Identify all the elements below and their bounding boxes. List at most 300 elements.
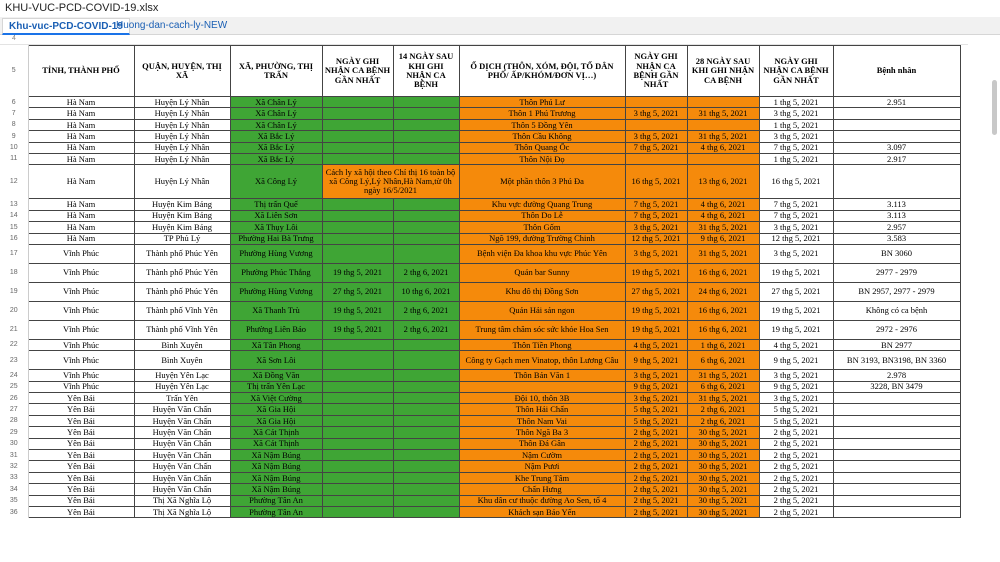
cell-tinh[interactable]: Vĩnh Phúc — [28, 351, 134, 370]
cell-14-ngay[interactable]: 10 thg 6, 2021 — [393, 282, 459, 301]
cell-o-dich[interactable]: Thôn 5 Đồng Yên — [459, 119, 625, 130]
cell-ngay-ghi-nhan-3[interactable]: 3 thg 5, 2021 — [759, 244, 833, 263]
cell-quan[interactable]: Huyện Yên Lạc — [134, 381, 230, 392]
cell-14-ngay[interactable] — [393, 427, 459, 438]
cell-ngay-ghi-nhan[interactable] — [322, 404, 393, 415]
cell-14-ngay[interactable] — [393, 97, 459, 108]
cell-ngay-ghi-nhan[interactable] — [322, 131, 393, 142]
cell-ngay-ghi-nhan-2[interactable]: 2 thg 5, 2021 — [625, 427, 687, 438]
header-28-ngay[interactable]: 28 NGÀY SAU KHI GHI NHẬN CA BỆNH — [687, 46, 759, 97]
cell-14-ngay[interactable] — [393, 199, 459, 210]
cell-quan[interactable]: Huyện Kim Bảng — [134, 222, 230, 233]
cell-ngay-ghi-nhan-2[interactable]: 2 thg 5, 2021 — [625, 438, 687, 449]
cell-xa[interactable]: Phường Phúc Thắng — [230, 263, 322, 282]
cell-ngay-ghi-nhan-3[interactable]: 1 thg 5, 2021 — [759, 97, 833, 108]
cell-benh-nhan[interactable]: BN 2957, 2977 - 2979 — [833, 282, 960, 301]
cell-28-ngay[interactable]: 30 thg 5, 2021 — [687, 450, 759, 461]
cell-o-dich[interactable]: Bệnh viện Đa khoa khu vực Phúc Yên — [459, 244, 625, 263]
cell-ngay-ghi-nhan-3[interactable]: 2 thg 5, 2021 — [759, 495, 833, 506]
cell-ngay-ghi-nhan-3[interactable]: 7 thg 5, 2021 — [759, 199, 833, 210]
cell-note[interactable]: Cách ly xã hội theo Chỉ thị 16 toàn bộ xã Công Lý,Lý Nhân,Hà Nam,từ 0h ngày 16/5/2021 — [322, 165, 459, 199]
cell-ngay-ghi-nhan-2[interactable]: 3 thg 5, 2021 — [625, 370, 687, 381]
header-14-ngay[interactable]: 14 NGÀY SAU KHI GHI NHẬN CA BỆNH — [393, 46, 459, 97]
cell-tinh[interactable]: Hà Nam — [28, 97, 134, 108]
cell-tinh[interactable]: Hà Nam — [28, 233, 134, 244]
cell-ngay-ghi-nhan-3[interactable]: 9 thg 5, 2021 — [759, 381, 833, 392]
cell-tinh[interactable]: Vĩnh Phúc — [28, 263, 134, 282]
cell-benh-nhan[interactable]: 2.957 — [833, 222, 960, 233]
cell-tinh[interactable]: Hà Nam — [28, 210, 134, 221]
cell-ngay-ghi-nhan-3[interactable]: 4 thg 5, 2021 — [759, 339, 833, 350]
cell-tinh[interactable]: Vĩnh Phúc — [28, 320, 134, 339]
cell-benh-nhan[interactable] — [833, 393, 960, 404]
cell-xa[interactable]: Xã Bắc Lý — [230, 153, 322, 164]
cell-ngay-ghi-nhan[interactable] — [322, 427, 393, 438]
cell-xa[interactable]: Phường Hai Bà Trưng — [230, 233, 322, 244]
cell-ngay-ghi-nhan-2[interactable]: 5 thg 5, 2021 — [625, 415, 687, 426]
cell-quan[interactable]: Thị Xã Nghĩa Lộ — [134, 495, 230, 506]
cell-quan[interactable]: Huyện Văn Chấn — [134, 461, 230, 472]
cell-ngay-ghi-nhan[interactable] — [322, 153, 393, 164]
cell-xa[interactable]: Thị trấn Quế — [230, 199, 322, 210]
cell-xa[interactable]: Xã Cát Thịnh — [230, 438, 322, 449]
cell-xa[interactable]: Thị trấn Yên Lạc — [230, 381, 322, 392]
cell-quan[interactable]: Thành phố Phúc Yên — [134, 244, 230, 263]
cell-ngay-ghi-nhan-3[interactable]: 16 thg 5, 2021 — [759, 165, 833, 199]
cell-o-dich[interactable]: Thôn Nội Đọ — [459, 153, 625, 164]
cell-14-ngay[interactable] — [393, 472, 459, 483]
header-benh-nhan[interactable]: Bệnh nhân — [833, 46, 960, 97]
cell-quan[interactable]: Huyện Yên Lạc — [134, 370, 230, 381]
cell-tinh[interactable]: Yên Bái — [28, 438, 134, 449]
cell-benh-nhan[interactable]: 3.113 — [833, 199, 960, 210]
cell-xa[interactable]: Xã Đồng Văn — [230, 370, 322, 381]
cell-14-ngay[interactable] — [393, 119, 459, 130]
header-tinh[interactable]: TỈNH, THÀNH PHỐ — [28, 46, 134, 97]
cell-benh-nhan[interactable]: 3228, BN 3479 — [833, 381, 960, 392]
cell-14-ngay[interactable] — [393, 495, 459, 506]
cell-ngay-ghi-nhan-2[interactable]: 12 thg 5, 2021 — [625, 233, 687, 244]
cell-benh-nhan[interactable]: 3.113 — [833, 210, 960, 221]
tab-huong-dan-cach-ly[interactable]: Huong-dan-cach-ly-NEW — [116, 20, 228, 31]
cell-ngay-ghi-nhan-3[interactable]: 19 thg 5, 2021 — [759, 301, 833, 320]
cell-quan[interactable]: Bình Xuyên — [134, 351, 230, 370]
cell-28-ngay[interactable] — [687, 97, 759, 108]
cell-o-dich[interactable]: Chấn Hưng — [459, 484, 625, 495]
cell-ngay-ghi-nhan-3[interactable]: 9 thg 5, 2021 — [759, 351, 833, 370]
cell-benh-nhan[interactable] — [833, 450, 960, 461]
cell-o-dich[interactable]: Thôn Phú Lư — [459, 97, 625, 108]
cell-tinh[interactable]: Hà Nam — [28, 131, 134, 142]
cell-ngay-ghi-nhan-2[interactable] — [625, 153, 687, 164]
cell-xa[interactable]: Xã Tân Phong — [230, 339, 322, 350]
cell-ngay-ghi-nhan-2[interactable]: 2 thg 5, 2021 — [625, 450, 687, 461]
cell-benh-nhan[interactable] — [833, 404, 960, 415]
cell-tinh[interactable]: Yên Bái — [28, 495, 134, 506]
cell-ngay-ghi-nhan-3[interactable]: 2 thg 5, 2021 — [759, 438, 833, 449]
cell-benh-nhan[interactable] — [833, 472, 960, 483]
cell-ngay-ghi-nhan-3[interactable]: 2 thg 5, 2021 — [759, 472, 833, 483]
cell-28-ngay[interactable]: 4 thg 6, 2021 — [687, 142, 759, 153]
cell-xa[interactable]: Xã Chân Lý — [230, 108, 322, 119]
cell-tinh[interactable]: Yên Bái — [28, 415, 134, 426]
cell-ngay-ghi-nhan-3[interactable]: 7 thg 5, 2021 — [759, 210, 833, 221]
cell-xa[interactable]: Xã Thanh Trù — [230, 301, 322, 320]
vertical-scrollbar[interactable] — [992, 80, 997, 135]
cell-o-dich[interactable]: Quán Hải sản ngon — [459, 301, 625, 320]
cell-14-ngay[interactable] — [393, 461, 459, 472]
cell-ngay-ghi-nhan[interactable] — [322, 199, 393, 210]
cell-o-dich[interactable]: Quán bar Sunny — [459, 263, 625, 282]
cell-benh-nhan[interactable] — [833, 495, 960, 506]
cell-28-ngay[interactable] — [687, 153, 759, 164]
cell-xa[interactable]: Xã Nậm Búng — [230, 450, 322, 461]
cell-benh-nhan[interactable] — [833, 427, 960, 438]
cell-14-ngay[interactable] — [393, 351, 459, 370]
cell-ngay-ghi-nhan-3[interactable]: 3 thg 5, 2021 — [759, 393, 833, 404]
cell-quan[interactable]: Huyện Kim Bảng — [134, 199, 230, 210]
cell-tinh[interactable]: Vĩnh Phúc — [28, 339, 134, 350]
cell-quan[interactable]: Huyện Văn Chấn — [134, 472, 230, 483]
cell-14-ngay[interactable] — [393, 244, 459, 263]
cell-xa[interactable]: Xã Bắc Lý — [230, 131, 322, 142]
cell-xa[interactable]: Xã Sơn Lôi — [230, 351, 322, 370]
cell-benh-nhan[interactable]: 2.951 — [833, 97, 960, 108]
cell-xa[interactable]: Xã Nậm Búng — [230, 461, 322, 472]
cell-tinh[interactable]: Yên Bái — [28, 427, 134, 438]
cell-14-ngay[interactable]: 2 thg 6, 2021 — [393, 263, 459, 282]
cell-o-dich[interactable]: Thôn Gốm — [459, 222, 625, 233]
cell-ngay-ghi-nhan-3[interactable]: 5 thg 5, 2021 — [759, 415, 833, 426]
cell-ngay-ghi-nhan-2[interactable] — [625, 119, 687, 130]
cell-tinh[interactable]: Hà Nam — [28, 222, 134, 233]
cell-tinh[interactable]: Hà Nam — [28, 108, 134, 119]
cell-benh-nhan[interactable]: Không có ca bệnh — [833, 301, 960, 320]
cell-28-ngay[interactable]: 4 thg 6, 2021 — [687, 210, 759, 221]
cell-14-ngay[interactable] — [393, 438, 459, 449]
cell-ngay-ghi-nhan-2[interactable]: 7 thg 5, 2021 — [625, 199, 687, 210]
cell-quan[interactable]: Thành phố Vĩnh Yên — [134, 320, 230, 339]
cell-28-ngay[interactable]: 30 thg 5, 2021 — [687, 438, 759, 449]
cell-quan[interactable]: Huyện Lý Nhân — [134, 108, 230, 119]
cell-benh-nhan[interactable]: 2972 - 2976 — [833, 320, 960, 339]
cell-benh-nhan[interactable] — [833, 108, 960, 119]
cell-28-ngay[interactable]: 31 thg 5, 2021 — [687, 370, 759, 381]
cell-tinh[interactable]: Yên Bái — [28, 472, 134, 483]
cell-28-ngay[interactable]: 31 thg 5, 2021 — [687, 222, 759, 233]
cell-xa[interactable]: Xã Việt Cường — [230, 393, 322, 404]
cell-28-ngay[interactable]: 24 thg 6, 2021 — [687, 282, 759, 301]
cell-28-ngay[interactable] — [687, 119, 759, 130]
cell-tinh[interactable]: Hà Nam — [28, 153, 134, 164]
cell-quan[interactable]: Thành phố Phúc Yên — [134, 263, 230, 282]
cell-ngay-ghi-nhan-3[interactable]: 7 thg 5, 2021 — [759, 142, 833, 153]
cell-ngay-ghi-nhan[interactable]: 27 thg 5, 2021 — [322, 282, 393, 301]
cell-quan[interactable]: Huyện Văn Chấn — [134, 415, 230, 426]
cell-o-dich[interactable]: Khu dân cư thuộc đường Ao Sen, tổ 4 — [459, 495, 625, 506]
cell-o-dich[interactable]: Khách sạn Bảo Yến — [459, 506, 625, 517]
cell-ngay-ghi-nhan-2[interactable]: 3 thg 5, 2021 — [625, 222, 687, 233]
cell-ngay-ghi-nhan-3[interactable]: 2 thg 5, 2021 — [759, 484, 833, 495]
cell-14-ngay[interactable] — [393, 108, 459, 119]
cell-ngay-ghi-nhan[interactable] — [322, 97, 393, 108]
cell-o-dich[interactable]: Thôn Ngã Ba 3 — [459, 427, 625, 438]
cell-14-ngay[interactable] — [393, 393, 459, 404]
cell-ngay-ghi-nhan-2[interactable]: 19 thg 5, 2021 — [625, 263, 687, 282]
cell-o-dich[interactable]: Trung tâm chăm sóc sức khỏe Hoa Sen — [459, 320, 625, 339]
cell-tinh[interactable]: Yên Bái — [28, 506, 134, 517]
cell-quan[interactable]: Huyện Văn Chấn — [134, 404, 230, 415]
cell-ngay-ghi-nhan-2[interactable]: 3 thg 5, 2021 — [625, 131, 687, 142]
cell-ngay-ghi-nhan-3[interactable]: 19 thg 5, 2021 — [759, 320, 833, 339]
cell-14-ngay[interactable]: 2 thg 6, 2021 — [393, 320, 459, 339]
cell-benh-nhan[interactable]: BN 2977 — [833, 339, 960, 350]
cell-quan[interactable]: Huyện Lý Nhân — [134, 97, 230, 108]
cell-ngay-ghi-nhan-2[interactable]: 19 thg 5, 2021 — [625, 320, 687, 339]
cell-ngay-ghi-nhan-2[interactable]: 9 thg 5, 2021 — [625, 351, 687, 370]
cell-benh-nhan[interactable] — [833, 484, 960, 495]
cell-ngay-ghi-nhan-2[interactable]: 5 thg 5, 2021 — [625, 404, 687, 415]
cell-14-ngay[interactable] — [393, 450, 459, 461]
cell-benh-nhan[interactable] — [833, 415, 960, 426]
cell-ngay-ghi-nhan[interactable] — [322, 472, 393, 483]
cell-o-dich[interactable]: Ngõ 199, đường Trường Chinh — [459, 233, 625, 244]
cell-ngay-ghi-nhan-2[interactable]: 19 thg 5, 2021 — [625, 301, 687, 320]
cell-28-ngay[interactable]: 31 thg 5, 2021 — [687, 108, 759, 119]
cell-28-ngay[interactable]: 9 thg 6, 2021 — [687, 233, 759, 244]
cell-xa[interactable]: Xã Công Lý — [230, 165, 322, 199]
cell-quan[interactable]: Huyện Văn Chấn — [134, 438, 230, 449]
cell-benh-nhan[interactable] — [833, 119, 960, 130]
cell-ngay-ghi-nhan[interactable] — [322, 244, 393, 263]
header-quan[interactable]: QUẬN, HUYỆN, THỊ XÃ — [134, 46, 230, 97]
cell-28-ngay[interactable]: 30 thg 5, 2021 — [687, 495, 759, 506]
cell-ngay-ghi-nhan[interactable] — [322, 142, 393, 153]
header-ngay-ghi-nhan-3[interactable]: NGÀY GHI NHẬN CA BỆNH GẦN NHẤT — [759, 46, 833, 97]
cell-ngay-ghi-nhan[interactable] — [322, 370, 393, 381]
cell-ngay-ghi-nhan[interactable]: 19 thg 5, 2021 — [322, 320, 393, 339]
cell-benh-nhan[interactable]: 2.917 — [833, 153, 960, 164]
cell-28-ngay[interactable]: 30 thg 5, 2021 — [687, 472, 759, 483]
cell-28-ngay[interactable]: 2 thg 6, 2021 — [687, 415, 759, 426]
cell-benh-nhan[interactable]: BN 3060 — [833, 244, 960, 263]
cell-ngay-ghi-nhan[interactable] — [322, 339, 393, 350]
cell-o-dich[interactable]: Thôn Hải Chấn — [459, 404, 625, 415]
cell-14-ngay[interactable] — [393, 484, 459, 495]
cell-o-dich[interactable]: Khe Trung Tâm — [459, 472, 625, 483]
cell-xa[interactable]: Xã Gia Hội — [230, 415, 322, 426]
cell-ngay-ghi-nhan[interactable] — [322, 222, 393, 233]
cell-28-ngay[interactable]: 31 thg 5, 2021 — [687, 131, 759, 142]
cell-quan[interactable]: Huyện Văn Chấn — [134, 450, 230, 461]
spreadsheet-view[interactable] — [0, 35, 1000, 562]
cell-28-ngay[interactable]: 6 thg 6, 2021 — [687, 351, 759, 370]
cell-benh-nhan[interactable] — [833, 165, 960, 199]
cell-ngay-ghi-nhan[interactable] — [322, 415, 393, 426]
cell-ngay-ghi-nhan-3[interactable]: 5 thg 5, 2021 — [759, 404, 833, 415]
cell-o-dich[interactable]: Nậm Pươi — [459, 461, 625, 472]
cell-quan[interactable]: Huyện Lý Nhân — [134, 119, 230, 130]
cell-ngay-ghi-nhan[interactable] — [322, 450, 393, 461]
cell-quan[interactable]: TP Phủ Lý — [134, 233, 230, 244]
cell-ngay-ghi-nhan-2[interactable]: 27 thg 5, 2021 — [625, 282, 687, 301]
cell-tinh[interactable]: Yên Bái — [28, 450, 134, 461]
cell-ngay-ghi-nhan[interactable] — [322, 233, 393, 244]
cell-xa[interactable]: Xã Gia Hội — [230, 404, 322, 415]
cell-tinh[interactable]: Vĩnh Phúc — [28, 244, 134, 263]
cell-ngay-ghi-nhan-2[interactable] — [625, 97, 687, 108]
cell-ngay-ghi-nhan-3[interactable]: 27 thg 5, 2021 — [759, 282, 833, 301]
cell-benh-nhan[interactable]: BN 3193, BN3198, BN 3360 — [833, 351, 960, 370]
cell-xa[interactable]: Xã Chân Lý — [230, 119, 322, 130]
cell-14-ngay[interactable] — [393, 222, 459, 233]
cell-o-dich[interactable]: Một phần thôn 3 Phú Đa — [459, 165, 625, 199]
cell-ngay-ghi-nhan[interactable] — [322, 461, 393, 472]
cell-ngay-ghi-nhan-3[interactable]: 2 thg 5, 2021 — [759, 506, 833, 517]
cell-quan[interactable]: Thành phố Phúc Yên — [134, 282, 230, 301]
header-xa[interactable]: XÃ, PHƯỜNG, THỊ TRẤN — [230, 46, 322, 97]
cell-ngay-ghi-nhan-2[interactable]: 2 thg 5, 2021 — [625, 472, 687, 483]
cell-benh-nhan[interactable] — [833, 506, 960, 517]
cell-14-ngay[interactable] — [393, 415, 459, 426]
cell-ngay-ghi-nhan[interactable] — [322, 210, 393, 221]
cell-14-ngay[interactable] — [393, 131, 459, 142]
cell-28-ngay[interactable]: 30 thg 5, 2021 — [687, 484, 759, 495]
cell-14-ngay[interactable] — [393, 233, 459, 244]
cell-benh-nhan[interactable]: 2977 - 2979 — [833, 263, 960, 282]
cell-ngay-ghi-nhan-2[interactable]: 2 thg 5, 2021 — [625, 495, 687, 506]
cell-ngay-ghi-nhan[interactable] — [322, 351, 393, 370]
cell-quan[interactable]: Huyện Lý Nhân — [134, 131, 230, 142]
cell-xa[interactable]: Xã Thụy Lôi — [230, 222, 322, 233]
cell-quan[interactable]: Thị Xã Nghĩa Lộ — [134, 506, 230, 517]
cell-o-dich[interactable]: Thôn Cầu Không — [459, 131, 625, 142]
cell-quan[interactable]: Huyện Kim Bảng — [134, 210, 230, 221]
cell-ngay-ghi-nhan[interactable] — [322, 108, 393, 119]
cell-28-ngay[interactable]: 30 thg 5, 2021 — [687, 461, 759, 472]
cell-quan[interactable]: Huyện Lý Nhân — [134, 142, 230, 153]
cell-14-ngay[interactable] — [393, 339, 459, 350]
cell-quan[interactable]: Thành phố Vĩnh Yên — [134, 301, 230, 320]
header-o-dich[interactable]: Ổ DỊCH (THÔN, XÓM, ĐỘI, TỔ DÂN PHỐ/ ẤP/KHÓM/ĐƠN VỊ…) — [459, 46, 625, 97]
cell-o-dich[interactable]: Đội 10, thôn 3B — [459, 393, 625, 404]
cell-ngay-ghi-nhan[interactable] — [322, 495, 393, 506]
cell-o-dich[interactable]: Thôn Tiền Phong — [459, 339, 625, 350]
cell-14-ngay[interactable] — [393, 142, 459, 153]
cell-14-ngay[interactable] — [393, 370, 459, 381]
cell-o-dich[interactable]: Nậm Cườm — [459, 450, 625, 461]
cell-xa[interactable]: Xã Chân Lý — [230, 97, 322, 108]
cell-xa[interactable]: Xã Liên Sơn — [230, 210, 322, 221]
cell-ngay-ghi-nhan-3[interactable]: 3 thg 5, 2021 — [759, 370, 833, 381]
cell-o-dich[interactable]: Thôn Quang Ốc — [459, 142, 625, 153]
cell-benh-nhan[interactable] — [833, 438, 960, 449]
cell-ngay-ghi-nhan[interactable] — [322, 438, 393, 449]
cell-14-ngay[interactable] — [393, 381, 459, 392]
cell-tinh[interactable]: Vĩnh Phúc — [28, 301, 134, 320]
cell-ngay-ghi-nhan-2[interactable]: 3 thg 5, 2021 — [625, 244, 687, 263]
cell-benh-nhan[interactable]: 2.978 — [833, 370, 960, 381]
cell-o-dich[interactable]: Thôn 1 Phú Trương — [459, 108, 625, 119]
cell-o-dich[interactable] — [459, 381, 625, 392]
cell-ngay-ghi-nhan-2[interactable]: 2 thg 5, 2021 — [625, 484, 687, 495]
cell-ngay-ghi-nhan-3[interactable]: 3 thg 5, 2021 — [759, 108, 833, 119]
tab-khu-vuc-pcd-covid-19[interactable]: Khu-vuc-PCD-COVID-19 — [2, 18, 130, 35]
cell-28-ngay[interactable]: 31 thg 5, 2021 — [687, 244, 759, 263]
cell-tinh[interactable]: Yên Bái — [28, 484, 134, 495]
cell-ngay-ghi-nhan-2[interactable]: 9 thg 5, 2021 — [625, 381, 687, 392]
cell-xa[interactable]: Phường Tân An — [230, 495, 322, 506]
cell-tinh[interactable]: Yên Bái — [28, 461, 134, 472]
cell-ngay-ghi-nhan-2[interactable]: 3 thg 5, 2021 — [625, 108, 687, 119]
cell-ngay-ghi-nhan-2[interactable]: 2 thg 5, 2021 — [625, 461, 687, 472]
cell-28-ngay[interactable]: 4 thg 6, 2021 — [687, 199, 759, 210]
cell-quan[interactable]: Huyện Văn Chấn — [134, 484, 230, 495]
cell-tinh[interactable]: Yên Bái — [28, 393, 134, 404]
cell-tinh[interactable]: Hà Nam — [28, 119, 134, 130]
cell-ngay-ghi-nhan-3[interactable]: 2 thg 5, 2021 — [759, 450, 833, 461]
cell-quan[interactable]: Huyện Văn Chấn — [134, 427, 230, 438]
cell-o-dich[interactable]: Khu vực đường Quang Trung — [459, 199, 625, 210]
cell-ngay-ghi-nhan-2[interactable]: 7 thg 5, 2021 — [625, 210, 687, 221]
cell-tinh[interactable]: Vĩnh Phúc — [28, 282, 134, 301]
cell-14-ngay[interactable] — [393, 506, 459, 517]
cell-14-ngay[interactable] — [393, 210, 459, 221]
cell-28-ngay[interactable]: 30 thg 5, 2021 — [687, 427, 759, 438]
cell-xa[interactable]: Xã Nậm Búng — [230, 472, 322, 483]
cell-ngay-ghi-nhan-2[interactable]: 3 thg 5, 2021 — [625, 393, 687, 404]
cell-xa[interactable]: Xã Cát Thịnh — [230, 427, 322, 438]
cell-benh-nhan[interactable]: 3.583 — [833, 233, 960, 244]
cell-tinh[interactable]: Yên Bái — [28, 404, 134, 415]
cell-tinh[interactable]: Hà Nam — [28, 199, 134, 210]
cell-xa[interactable]: Phường Liên Bảo — [230, 320, 322, 339]
cell-28-ngay[interactable]: 16 thg 6, 2021 — [687, 263, 759, 282]
cell-benh-nhan[interactable] — [833, 461, 960, 472]
cell-xa[interactable]: Phường Hùng Vương — [230, 244, 322, 263]
cell-ngay-ghi-nhan[interactable] — [322, 484, 393, 495]
cell-ngay-ghi-nhan[interactable]: 19 thg 5, 2021 — [322, 301, 393, 320]
cell-ngay-ghi-nhan-2[interactable]: 16 thg 5, 2021 — [625, 165, 687, 199]
cell-tinh[interactable]: Hà Nam — [28, 142, 134, 153]
cell-ngay-ghi-nhan[interactable] — [322, 381, 393, 392]
cell-14-ngay[interactable] — [393, 404, 459, 415]
cell-ngay-ghi-nhan[interactable] — [322, 119, 393, 130]
cell-o-dich[interactable]: Thôn Nam Vai — [459, 415, 625, 426]
cell-28-ngay[interactable]: 1 thg 6, 2021 — [687, 339, 759, 350]
cell-quan[interactable]: Trấn Yên — [134, 393, 230, 404]
cell-ngay-ghi-nhan[interactable]: 19 thg 5, 2021 — [322, 263, 393, 282]
cell-xa[interactable]: Xã Nậm Búng — [230, 484, 322, 495]
cell-ngay-ghi-nhan-3[interactable]: 1 thg 5, 2021 — [759, 119, 833, 130]
cell-o-dich[interactable]: Công ty Gạch men Vinatop, thôn Lương Câu — [459, 351, 625, 370]
cell-tinh[interactable]: Vĩnh Phúc — [28, 370, 134, 381]
cell-quan[interactable]: Bình Xuyên — [134, 339, 230, 350]
cell-xa[interactable]: Phường Hùng Vương — [230, 282, 322, 301]
cell-o-dich[interactable]: Khu đô thị Đồng Sơn — [459, 282, 625, 301]
cell-quan[interactable]: Huyện Lý Nhân — [134, 153, 230, 164]
cell-ngay-ghi-nhan-3[interactable]: 2 thg 5, 2021 — [759, 427, 833, 438]
cell-28-ngay[interactable]: 31 thg 5, 2021 — [687, 393, 759, 404]
cell-o-dich[interactable]: Thôn Bản Văn 1 — [459, 370, 625, 381]
cell-28-ngay[interactable]: 13 thg 6, 2021 — [687, 165, 759, 199]
cell-tinh[interactable]: Vĩnh Phúc — [28, 381, 134, 392]
cell-ngay-ghi-nhan[interactable] — [322, 393, 393, 404]
cell-tinh[interactable]: Hà Nam — [28, 165, 134, 199]
cell-ngay-ghi-nhan-3[interactable]: 2 thg 5, 2021 — [759, 461, 833, 472]
cell-ngay-ghi-nhan-3[interactable]: 3 thg 5, 2021 — [759, 222, 833, 233]
cell-28-ngay[interactable]: 16 thg 6, 2021 — [687, 320, 759, 339]
